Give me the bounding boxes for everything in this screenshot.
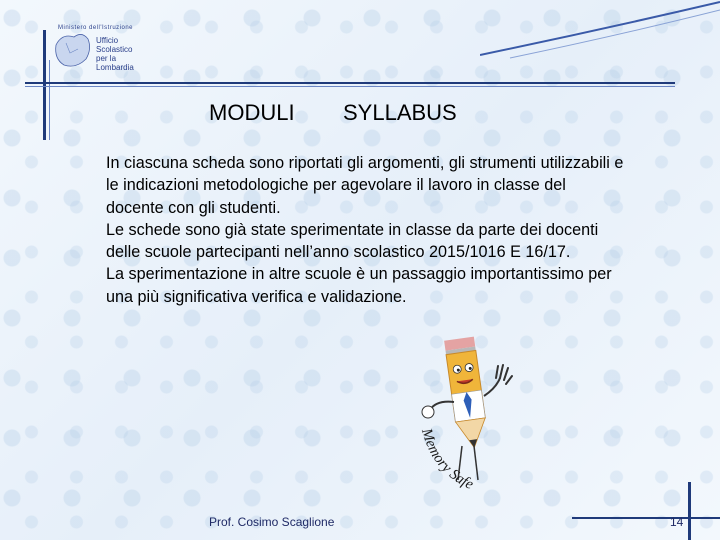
- page-number: 14: [670, 515, 684, 529]
- frame-left-thin-vertical-line: [49, 60, 50, 140]
- memory-safe-pencil-mascot-icon: [414, 330, 524, 500]
- frame-top-thin-line: [25, 86, 675, 87]
- logo-text: [96, 36, 156, 72]
- frame-left-vertical-line: [43, 30, 46, 140]
- footer-author: Prof. Cosimo Scaglione: [209, 515, 335, 529]
- corner-swoosh-decoration: [480, 0, 720, 60]
- frame-right-vertical-line: [688, 482, 691, 540]
- mascot-caption: Memory Safe: [418, 426, 476, 493]
- logo-top-line: Ministero dell'Istruzione: [58, 25, 134, 31]
- logo-line-2: Scolastico: [96, 45, 133, 54]
- logo-line-4: Lombardia: [96, 63, 134, 72]
- frame-top-horizontal-line: [25, 82, 675, 84]
- title-syllabus: SYLLABUS: [343, 100, 457, 125]
- logo-line-3: per la: [96, 54, 117, 63]
- title-moduli: MODULI: [209, 100, 295, 125]
- body-paragraph-1: In ciascuna scheda sono riportati gli argomenti, gli strumenti utilizzabili e le indicazioni metodologiche per agevolare il lavoro in classe del docente con gli studenti.: [106, 154, 624, 217]
- body-text: [106, 152, 626, 308]
- frame-bottom-horizontal-line: [572, 517, 720, 519]
- body-paragraph-3: La sperimentazione in altre scuole è un passaggio importantissimo per una più significativa verifica e validazione.: [106, 265, 612, 306]
- logo-line-1: Ufficio: [96, 36, 119, 45]
- body-paragraph-2: Le schede sono già state sperimentate in classe da parte dei docenti delle scuole partecipanti nell’anno scolastico 2015/1016 E 16/17.: [106, 220, 599, 262]
